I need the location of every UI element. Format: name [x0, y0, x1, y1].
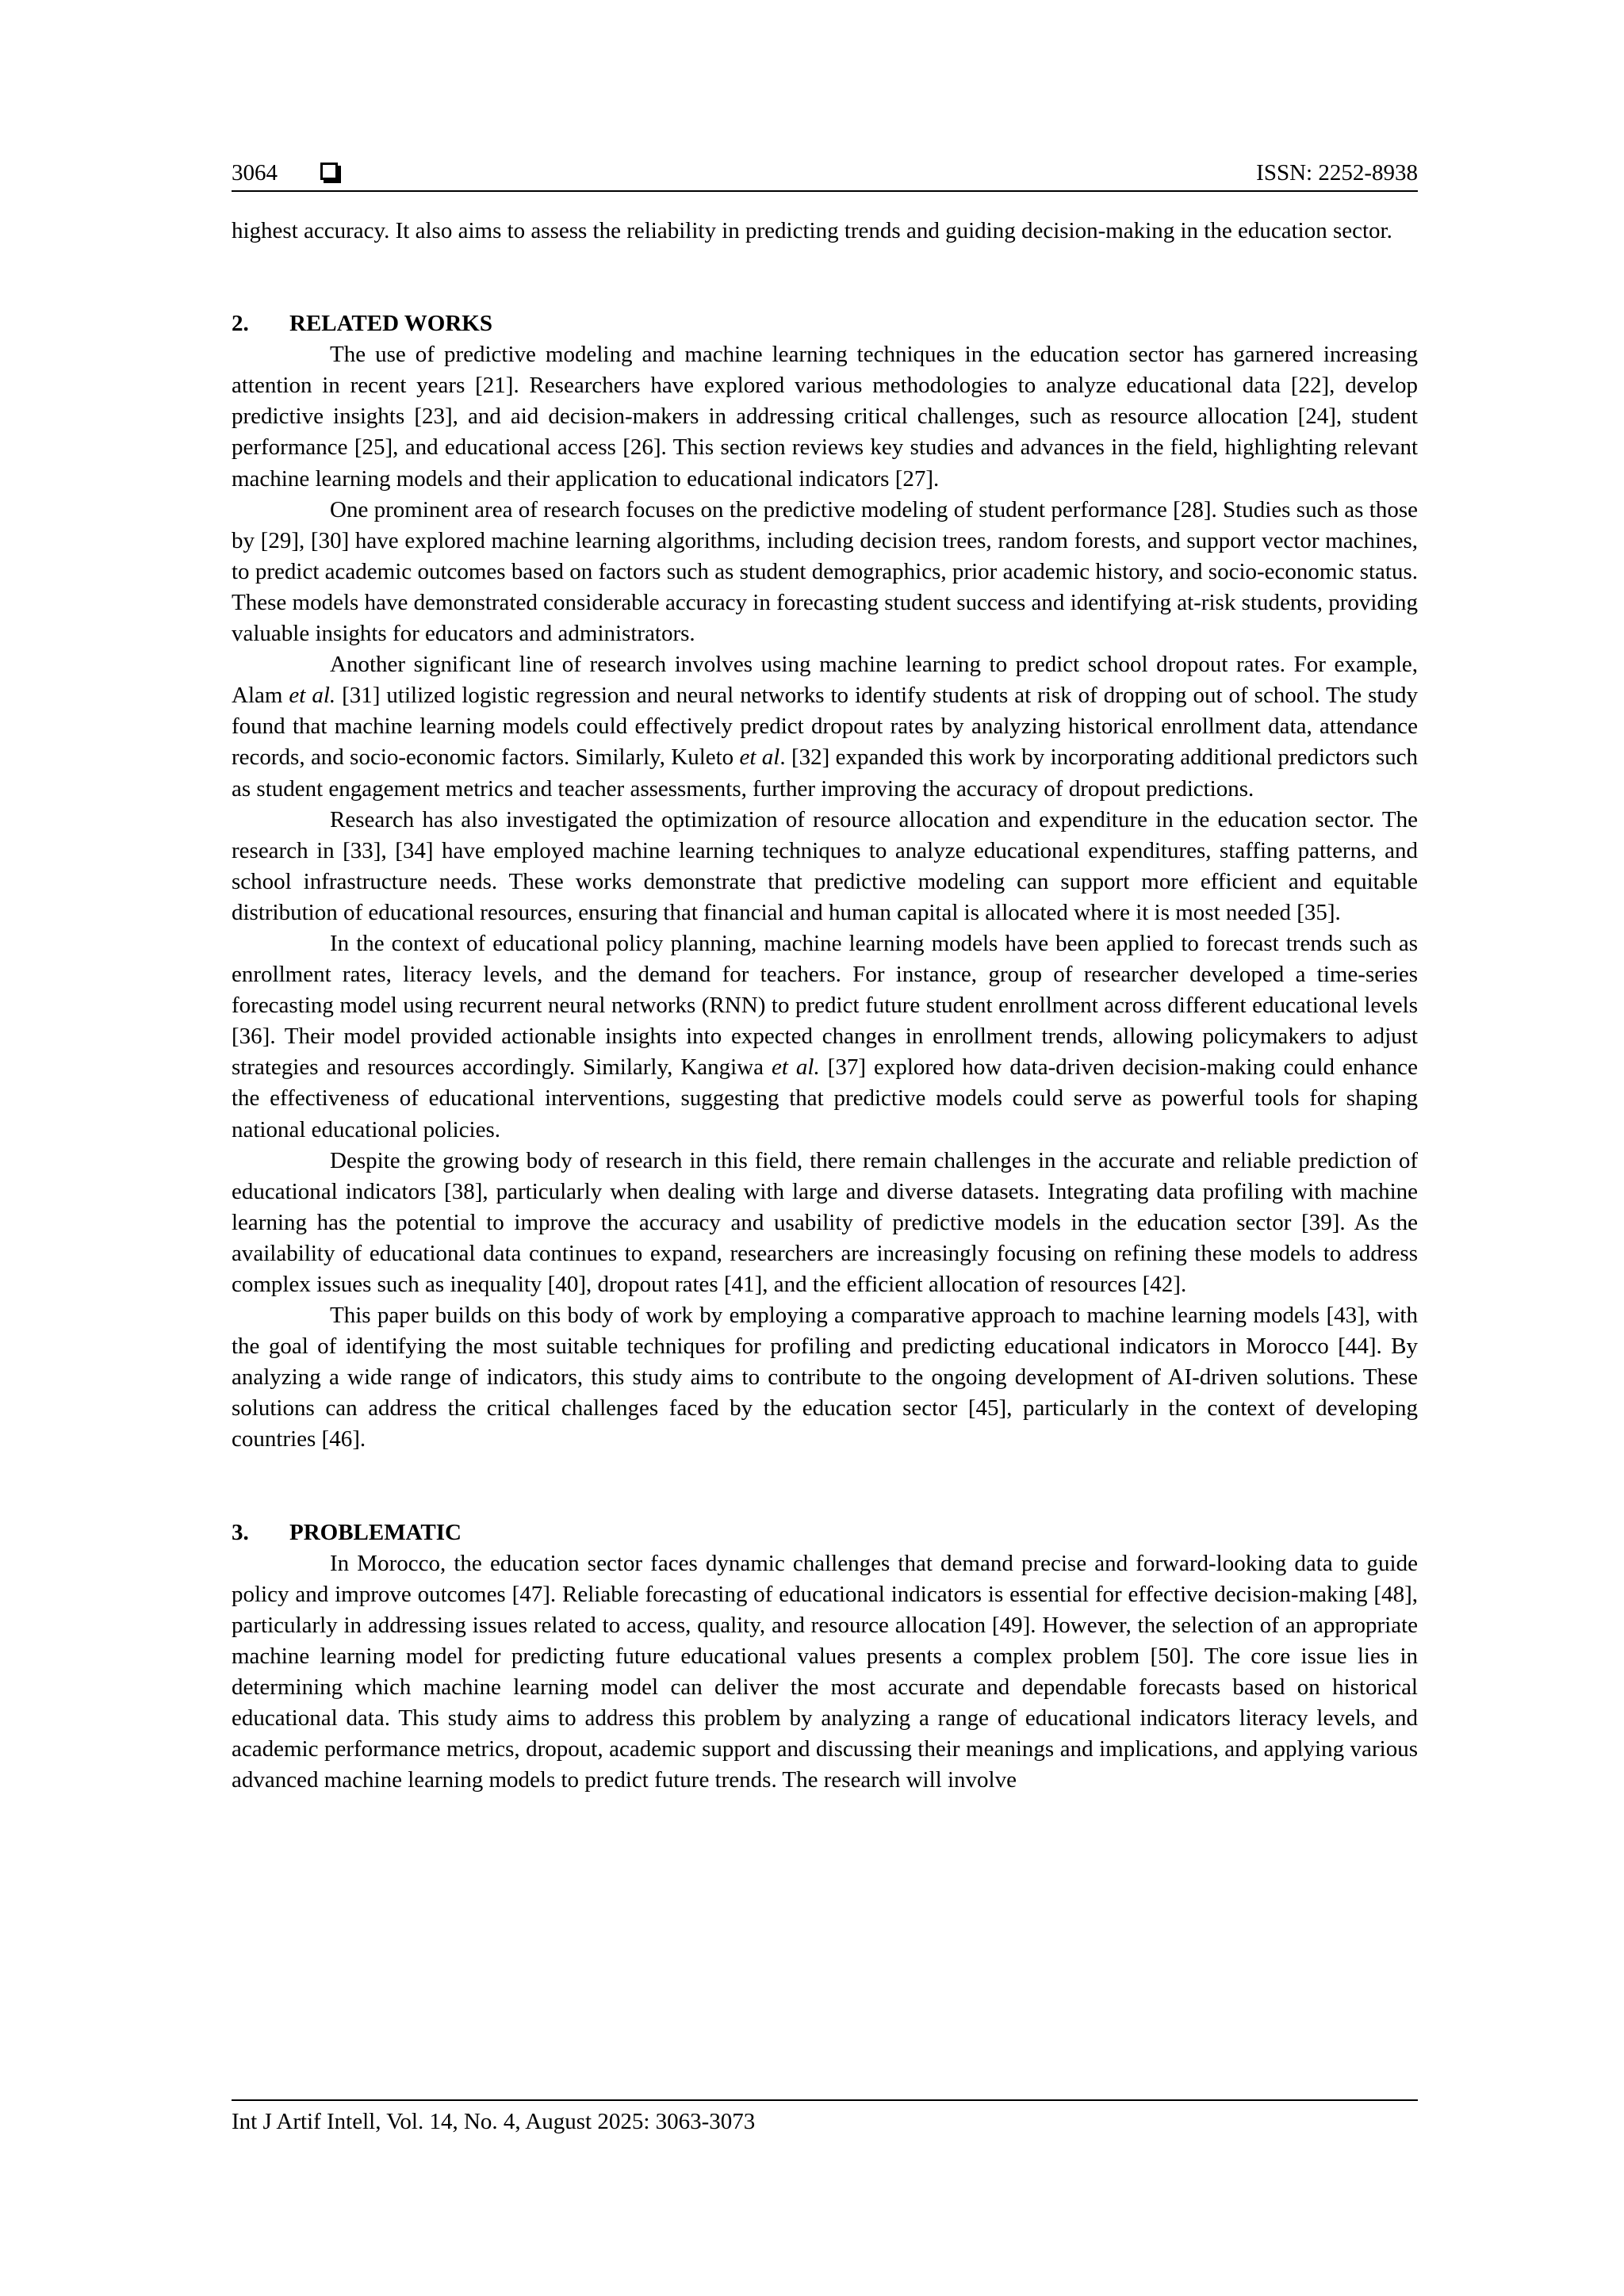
intro-continuation: highest accuracy. It also aims to assess the reliability in predicting trends and guiding decision-making in the education sector. [232, 218, 1392, 243]
section-heading-related-works: 2. RELATED WORKS [232, 311, 492, 337]
checkbox-ornament-icon [320, 163, 338, 180]
paragraph: Despite the growing body of research in this field, there remain challenges in the accurate and reliable prediction of educational indicators [38], particularly when dealing with large and diverse datasets. Integrating data profiling with machine learning has the potential to improve the accuracy and usability of predictive models in the education sector [39]. As the availability of educational data continues to expand, researchers are increasingly focusing on refining these models to address complex issues such as inequality [40], dropout rates [41], and the efficient allocation of resources [42]. [232, 1147, 1418, 1297]
paragraph: One prominent area of research focuses on the predictive modeling of student performance [28]. Studies such as those by [29], [30] have explored machine learning algorithms, including decision trees, random forests, and support vector machines, to predict academic outcomes based on factors such as student demographics, prior academic history, and socio-economic status. These models have demonstrated considerable accuracy in forecasting student success and identifying at-risk students, providing valuable insights for educators and administrators. [232, 496, 1418, 647]
issn-label: ISSN: 2252-8938 [1256, 160, 1418, 186]
paragraph: In the context of educational policy planning, machine learning models have been applied to forecast trends such as enrollment rates, literacy levels, and the demand for teachers. For instance, group of researcher developed a time-series forecasting model using recurrent neural networks (RNN) to predict future student enrollment across different educational levels [36]. Their model provided actionable insights into expected changes in enrollment trends, allowing policymakers to adjust strategies and resources accordingly. Similarly, Kangiwa et al. [37] explored how data-driven decision-making could enhance the effectiveness of educational interventions, suggesting that predictive models could serve as powerful tools for shaping national educational policies. [232, 930, 1418, 1142]
section-heading-problematic: 3. PROBLEMATIC [232, 1519, 462, 1545]
paragraph: This paper builds on this body of work by employing a comparative approach to machine learning models [43], with the goal of identifying the most suitable techniques for profiling and predicting educational indicators in Morocco [44]. By analyzing a wide range of indicators, this study aims to contribute to the ongoing development of AI-driven solutions. These solutions can address the critical challenges faced by the education sector [45], particularly in the context of developing countries [46]. [232, 1303, 1418, 1452]
journal-page [232, 0, 1418, 2296]
page-header [232, 155, 1418, 190]
paragraph: The use of predictive modeling and machine learning techniques in the education sector has garnered increasing attention in recent years [21]. Researchers have explored various methodologies to analyze educational data [22], develop predictive insights [23], and aid decision-makers in addressing critical challenges, such as resource allocation [24], student performance [25], and educational access [26]. This section reviews key studies and advances in the field, highlighting relevant machine learning models and their application to educational indicators [27]. [232, 342, 1418, 492]
paragraph: Another significant line of research involves using machine learning to predict school dropout rates. For example, Alam et al. [31] utilized logistic regression and neural networks to identify students at risk of dropping out of school. The study found that machine learning models could effectively predict dropout rates by analyzing historical enrollment data, attendance records, and socio-economic factors. Similarly, Kuleto et al. [32] expanded this work by incorporating additional predictors such as student engagement metrics and teacher assessments, further improving the accuracy of dropout predictions. [232, 652, 1418, 802]
page-number: 3064 [232, 160, 278, 186]
article-body [232, 216, 1418, 1796]
page-footer: Int J Artif Intell, Vol. 14, No. 4, August 2025: 3063-3073 [232, 2109, 756, 2134]
footer-rule [232, 2099, 1418, 2101]
header-rule [232, 190, 1418, 192]
paragraph: In Morocco, the education sector faces dynamic challenges that demand precise and forward-looking data to guide policy and improve outcomes [47]. Reliable forecasting of educational indicators is essential for effective decision-making [48], particularly in addressing issues related to access, quality, and resource allocation [49]. However, the selection of an appropriate machine learning model for predicting future educational values presents a complex problem [50]. The core issue lies in determining which machine learning model can deliver the most accurate and dependable forecasts based on historical educational data. This study aims to address this problem by analyzing a range of educational indicators literacy levels, and academic performance metrics, dropout, academic support and discussing their meanings and implications, and applying various advanced machine learning models to predict future trends. The research will involve [232, 1550, 1418, 1793]
paragraph: Research has also investigated the optimization of resource allocation and expenditure in the education sector. The research in [33], [34] have employed machine learning techniques to analyze educational expenditures, staffing patterns, and school infrastructure needs. These works demonstrate that predictive modeling can support more efficient and equitable distribution of educational resources, ensuring that financial and human capital is allocated where it is most needed [35]. [232, 806, 1418, 925]
